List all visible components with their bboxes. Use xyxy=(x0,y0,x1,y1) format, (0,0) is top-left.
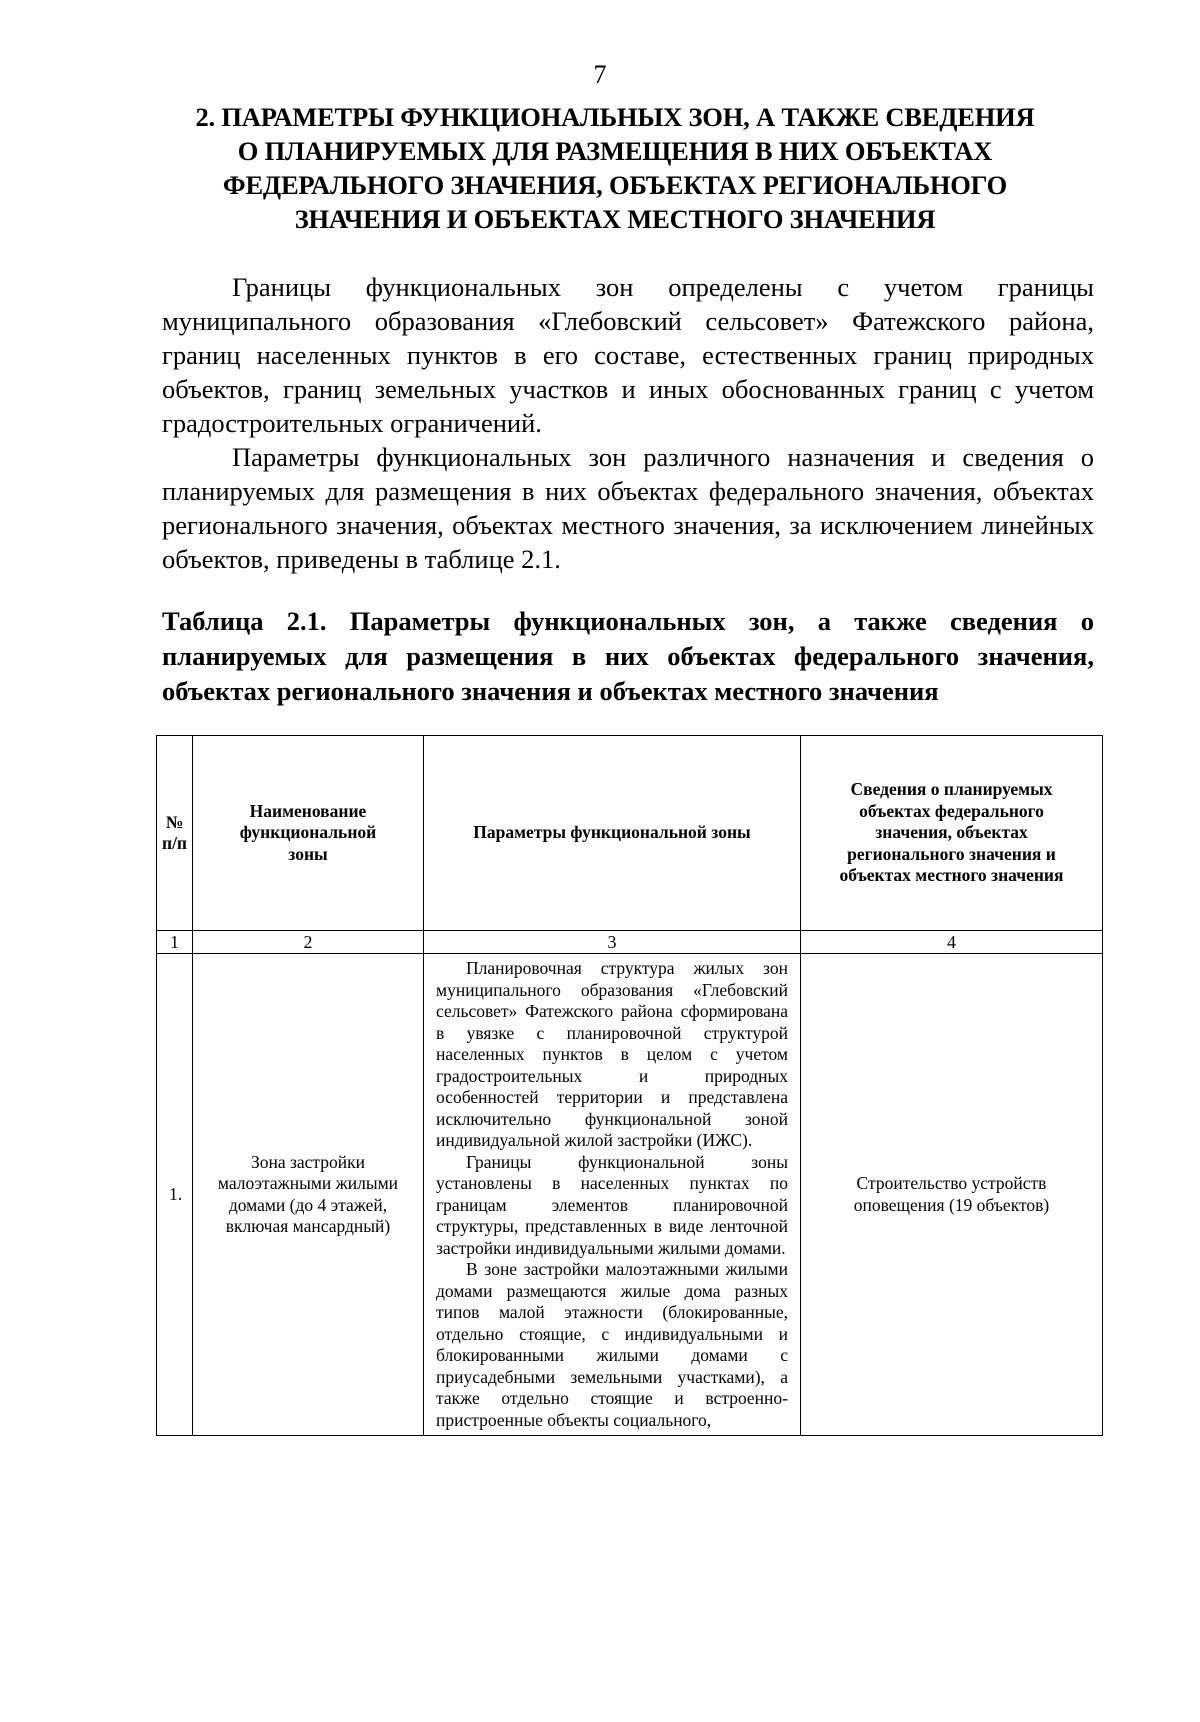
zones-table xyxy=(156,735,1103,1436)
zone-params xyxy=(424,954,801,1436)
column-number: 4 xyxy=(801,931,1103,954)
zone-params-paragraph: В зоне застройки малоэтажными жилыми домами размещаются жилые дома разных типов малой этажности (блокированные, отдельно стоящие, с индивидуальными и блокированными жилыми домами с приусадебными земельными участками), а также отдельно стоящие и встроенно-пристроенные объекты социального, xyxy=(436,1259,788,1430)
column-number: 2 xyxy=(193,931,424,954)
header-number xyxy=(157,736,193,931)
header-params xyxy=(424,736,801,931)
column-number: 3 xyxy=(424,931,801,954)
header-number-label: № п/п xyxy=(161,811,188,853)
section-heading-line: ФЕДЕРАЛЬНОГО ЗНАЧЕНИЯ, ОБЪЕКТАХ РЕГИОНАЛЬНОГО xyxy=(222,170,1008,200)
column-number: 1 xyxy=(157,931,193,954)
page-number: 7 xyxy=(593,60,607,89)
table-caption: Таблица 2.1. Параметры функциональных зон, а также сведения о планируемых для размещения в них объектах федерального значения, объектах регионального значения и объектах местного значения xyxy=(162,606,1094,706)
section-heading-line: О ПЛАНИРУЕМЫХ ДЛЯ РАЗМЕЩЕНИЯ В НИХ ОБЪЕКТАХ xyxy=(237,136,993,166)
row-number: 1. xyxy=(157,954,193,1436)
table-row xyxy=(157,954,1103,1436)
section-heading-line: ЗНАЧЕНИЯ И ОБЪЕКТАХ МЕСТНОГО ЗНАЧЕНИЯ xyxy=(294,204,936,234)
header-planned-objects xyxy=(801,736,1103,931)
planned-objects: Строительство устройств оповещения (19 объектов) xyxy=(801,954,1103,1436)
header-planned-objects-label: Сведения о планируемых объектах федерального значения, объектах регионального значения и объектах местного значения xyxy=(839,779,1064,886)
table-header-row xyxy=(157,736,1103,931)
section-heading-line: 2. ПАРАМЕТРЫ ФУНКЦИОНАЛЬНЫХ ЗОН, А ТАКЖЕ СВЕДЕНИЯ xyxy=(195,102,1035,132)
body-paragraph: Границы функциональных зон определены с учетом границы муниципального образования «Глебовский сельсовет» Фатежского района, границ населенных пунктов в его составе, естественных границ природных объектов, границ земельных участков и иных обоснованных границ с учетом градостроительных ограничений. xyxy=(162,272,1094,438)
zone-params-paragraph: Планировочная структура жилых зон муниципального образования «Глебовский сельсовет» Фатежского района сформирована в увязке с планировочной структурой населенных пунктов в целом с учетом градостроительных и природных особенностей территории и представлена исключительно функциональной зоной индивидуальной жилой застройки (ИЖС). xyxy=(436,958,788,1150)
header-zone-name-label: Наименование функциональной зоны xyxy=(239,800,377,864)
section-heading xyxy=(150,100,1080,236)
zone-name: Зона застройки малоэтажными жилыми домами (до 4 этажей, включая мансардный) xyxy=(193,954,424,1436)
header-zone-name xyxy=(193,736,424,931)
header-params-label: Параметры функциональной зоны xyxy=(473,822,751,843)
body-text xyxy=(162,270,1094,576)
zone-params-paragraph: Границы функциональной зоны установлены в населенных пунктах по границам элементов планировочной структуры, представленных в виде ленточной застройки индивидуальными жилыми домами. xyxy=(436,1151,788,1258)
body-paragraph: Параметры функциональных зон различного назначения и сведения о планируемых для размещения в них объектах федерального значения, объектах регионального значения, объектах местного значения, за исключением линейных объектов, приведены в таблице 2.1. xyxy=(162,442,1094,574)
column-number-row xyxy=(157,931,1103,954)
